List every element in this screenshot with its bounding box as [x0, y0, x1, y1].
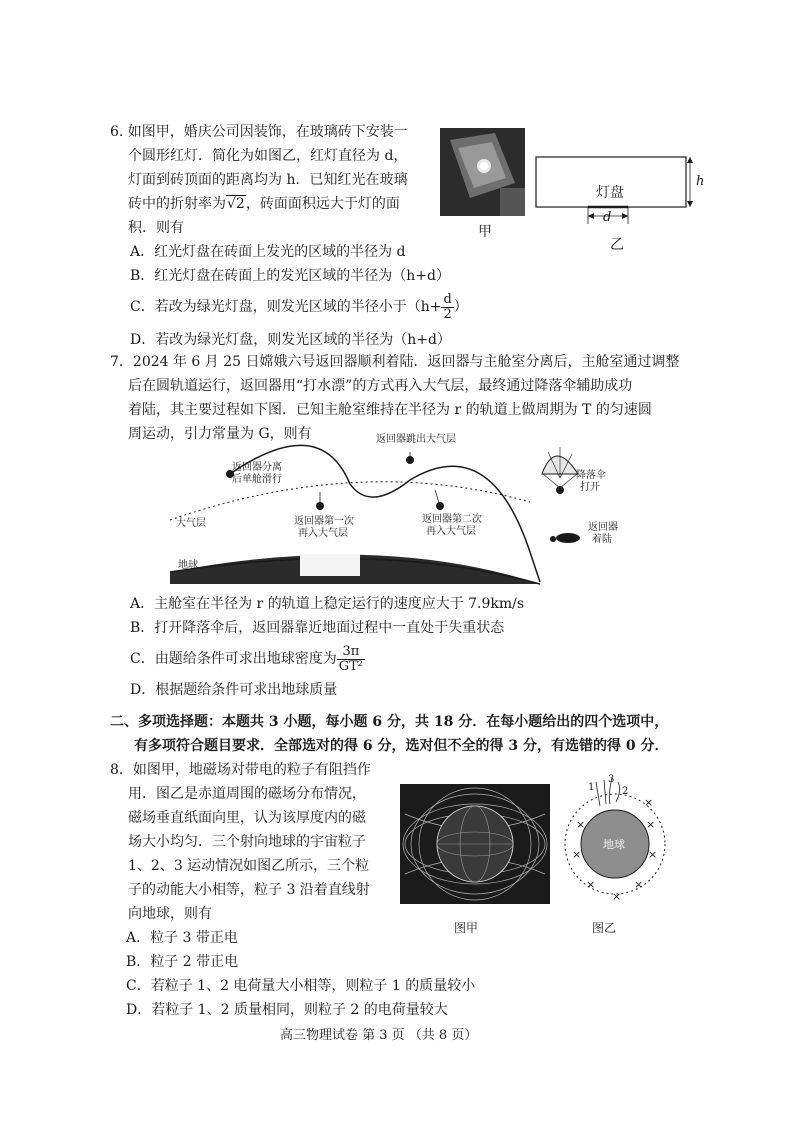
- q8-line-2: 用．图乙是赤道周围的磁场分布情况，: [128, 786, 366, 802]
- label-second-entry-1: 返回器第二次: [422, 514, 482, 525]
- svg-text:×: ×: [576, 818, 586, 831]
- q8-fig-yi-caption: 图乙: [592, 921, 617, 935]
- q8-line-1: 8．如图甲，地磁场对带电的粒子有阻挡作: [110, 762, 371, 778]
- q6-line-4-post: ，砖面面积远大于灯的面: [245, 196, 400, 212]
- q6-option-a: A．红光灯盘在砖面上发光的区域的半径为 d: [130, 244, 406, 260]
- particle-label-2: 2: [622, 786, 629, 797]
- label-d: d: [603, 210, 612, 225]
- q7-line-1: 7．2024 年 6 月 25 日嫦娥六号返回器顺利着陆．返回器与主舱室分离后，主舱室通过调整: [110, 354, 680, 370]
- q6-option-b: B．红光灯盘在砖面上的发光区域的半径为（h+d）: [130, 268, 450, 284]
- section2-line-1: 二、多项选择题：本题共 3 小题，每小题 6 分，共 18 分．在每小题给出的四个选项中，: [110, 714, 669, 730]
- fraction-density: $\frac{3\pi}{\text{GT²}}$: [338, 643, 363, 674]
- q7-option-a: A．主舱室在半径为 r 的轨道上稳定运行的速度应大于 7.9km/s: [130, 596, 525, 612]
- label-parachute-1: 降落伞: [576, 470, 606, 481]
- q8-line-7: 向地球，则有: [128, 906, 212, 922]
- earth-label: 地球: [603, 838, 625, 851]
- label-exit-atmosphere: 返回器跳出大气层: [376, 434, 456, 445]
- q7-line-3: 着陆，其主要过程如下图．已知主舱室维持在半径为 r 的轨道上做周期为 T 的匀速圆: [128, 402, 652, 418]
- label-separate-1: 返回器分离: [232, 462, 282, 473]
- q7-option-b: B．打开降落伞后，返回器靠近地面过程中一直处于失重状态: [130, 620, 505, 636]
- q6-line-4-pre: 砖中的折射率为: [128, 196, 226, 212]
- q8-line-4: 场大小均匀．三个射向地球的宇宙粒子: [128, 834, 366, 850]
- q8-option-d: D．若粒子 1、2 质量相同，则粒子 2 的电荷量较大: [126, 1002, 448, 1018]
- q6-option-c-pre: C．若改为绿光灯盘，则发光区域的半径小于（h+: [130, 299, 442, 315]
- q7-option-d: D．根据题给条件可求出地球质量: [130, 682, 338, 698]
- section2-line-2: 有多项符合题目要求．全部选对的得 6 分，选对但不全的得 3 分，有选错的得 0 分．: [134, 738, 669, 754]
- q6-option-c-post: ）: [453, 299, 468, 315]
- fraction-d-over-2: $\frac{d}{2}$: [443, 291, 452, 322]
- label-lamp: 灯盘: [596, 185, 624, 201]
- label-first-entry-1: 返回器第一次: [294, 516, 354, 527]
- q6-diagram-yi: [530, 152, 710, 262]
- label-earth: 地球: [178, 560, 198, 571]
- q7-line-2: 后在圆轨道运行，返回器用“打水漂”的方式再入大气层，最终通过降落伞辅助成功: [128, 378, 633, 394]
- q7-line-4: 周运动，引力常量为 G，则有: [128, 426, 312, 442]
- svg-text:×: ×: [648, 848, 658, 861]
- sqrt-two: √2: [227, 196, 245, 212]
- q6-option-c: [130, 292, 468, 322]
- q8-diagram-yi: [560, 776, 670, 906]
- label-first-entry-2: 再入大气层: [298, 528, 348, 539]
- svg-text:×: ×: [644, 796, 654, 809]
- fig-yi-caption: 乙: [610, 237, 624, 253]
- q6-line-3: 灯面到砖顶面的距离均为 h．已知红光在玻璃: [128, 172, 408, 188]
- q6-line-4: [128, 194, 400, 214]
- svg-text:×: ×: [612, 890, 622, 903]
- svg-text:×: ×: [646, 818, 656, 831]
- q6-line-1: 6. 如图甲，婚庆公司因装饰，在玻璃砖下安装一: [110, 124, 408, 140]
- q8-line-5: 1、2、3 运动情况如图乙所示，三个粒: [128, 858, 370, 874]
- q7-diagram: [160, 432, 620, 592]
- q8-option-a: A．粒子 3 带正电: [126, 930, 238, 946]
- svg-text:×: ×: [634, 878, 644, 891]
- q8-line-6: 子的动能大小相等，粒子 3 沿着直线射: [128, 882, 370, 898]
- label-second-entry-2: 再入大气层: [426, 526, 476, 537]
- q7-option-c: [130, 642, 365, 676]
- label-separate-2: 后单舱滑行: [232, 474, 282, 485]
- label-landing-2: 着陆: [592, 534, 612, 545]
- q6-option-d: D．若改为绿光灯盘，则发光区域的半径为（h+d）: [130, 332, 451, 348]
- q8-line-3: 磁场垂直纸面向里，认为该厚度内的磁: [128, 810, 366, 826]
- q8-option-b: B．粒子 2 带正电: [126, 954, 239, 970]
- particle-label-1: 1: [588, 782, 595, 793]
- q8-photo-jia: [400, 784, 550, 904]
- label-parachute-2: 打开: [580, 482, 600, 493]
- q6-line-2: 个圆形红灯．简化为如图乙，红灯直径为 d，: [128, 148, 408, 164]
- q6-line-5: 积．则有: [128, 220, 184, 236]
- q7-option-c-pre: C．由题给条件可求出地球密度为: [130, 651, 337, 667]
- label-atmosphere: 大气层: [176, 518, 206, 529]
- label-landing-1: 返回器: [588, 522, 618, 533]
- q8-option-c: C．若粒子 1、2 电荷量大小相等，则粒子 1 的质量较小: [126, 978, 476, 994]
- fig-jia-caption: 甲: [478, 224, 492, 240]
- q6-photo-jia: [440, 128, 525, 216]
- svg-text:×: ×: [586, 878, 596, 891]
- particle-label-3: 3: [608, 774, 615, 785]
- label-h: h: [696, 174, 705, 189]
- svg-text:×: ×: [572, 848, 582, 861]
- q8-fig-jia-caption: 图甲: [454, 921, 479, 935]
- page-footer: 高三物理试卷 第 3 页 （共 8 页）: [280, 1028, 478, 1043]
